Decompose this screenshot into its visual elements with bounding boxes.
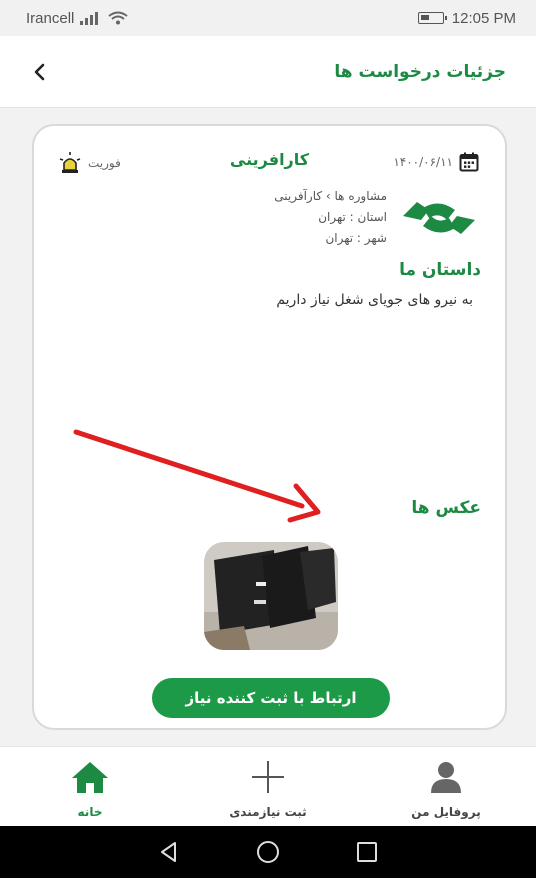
contact-requester-button[interactable]: ارتباط با ثبت کننده نیاز <box>152 678 390 718</box>
plus-icon <box>248 757 288 797</box>
clock: 12:05 PM <box>451 9 516 27</box>
system-navigation <box>0 826 536 878</box>
story-text: به نیرو های جویای شغل نیاز داریم <box>276 292 473 308</box>
carrier-name: Irancell <box>26 9 75 27</box>
nav-home-label: خانه <box>77 805 103 819</box>
chevron-left-icon <box>32 63 48 81</box>
back-button[interactable] <box>26 58 54 86</box>
nav-add-need-label: ثبت نیازمندی <box>229 805 307 819</box>
user-icon <box>426 757 466 797</box>
status-left <box>26 10 128 27</box>
app-header <box>0 36 536 108</box>
status-bar <box>0 0 536 36</box>
request-info <box>274 186 387 249</box>
photos-heading: عکس ها <box>411 498 481 518</box>
status-right <box>418 10 516 27</box>
photo-image <box>204 542 338 650</box>
back-icon[interactable] <box>155 838 183 866</box>
home-circle-icon[interactable] <box>254 838 282 866</box>
recents-icon[interactable] <box>353 838 381 866</box>
signal-icon <box>80 11 102 25</box>
nav-home[interactable] <box>30 747 150 819</box>
category-breadcrumb: مشاوره ها › کارآفرینی <box>274 189 387 203</box>
nav-profile[interactable] <box>386 747 506 819</box>
wifi-icon <box>108 11 128 25</box>
story-heading: داستان ما <box>399 260 481 280</box>
request-title: کارافرینی <box>229 150 310 169</box>
home-icon <box>70 757 110 797</box>
request-date <box>393 152 479 172</box>
page-title: جزئیات درخواست ها <box>334 61 506 82</box>
bottom-navigation <box>0 746 536 826</box>
request-card <box>32 124 507 730</box>
nav-add-need[interactable] <box>208 747 328 819</box>
city-label: شهر : تهران <box>325 231 387 245</box>
calendar-icon <box>459 152 479 172</box>
province-label: استان : تهران <box>318 210 387 224</box>
battery-icon <box>418 12 444 24</box>
nav-profile-label: پروفایل من <box>411 805 481 819</box>
urgency-label: فوریت <box>88 156 121 170</box>
request-photo[interactable] <box>204 542 338 650</box>
date-value: ۱۴۰۰/۰۶/۱۱ <box>393 155 453 169</box>
handshake-icon <box>399 194 479 242</box>
